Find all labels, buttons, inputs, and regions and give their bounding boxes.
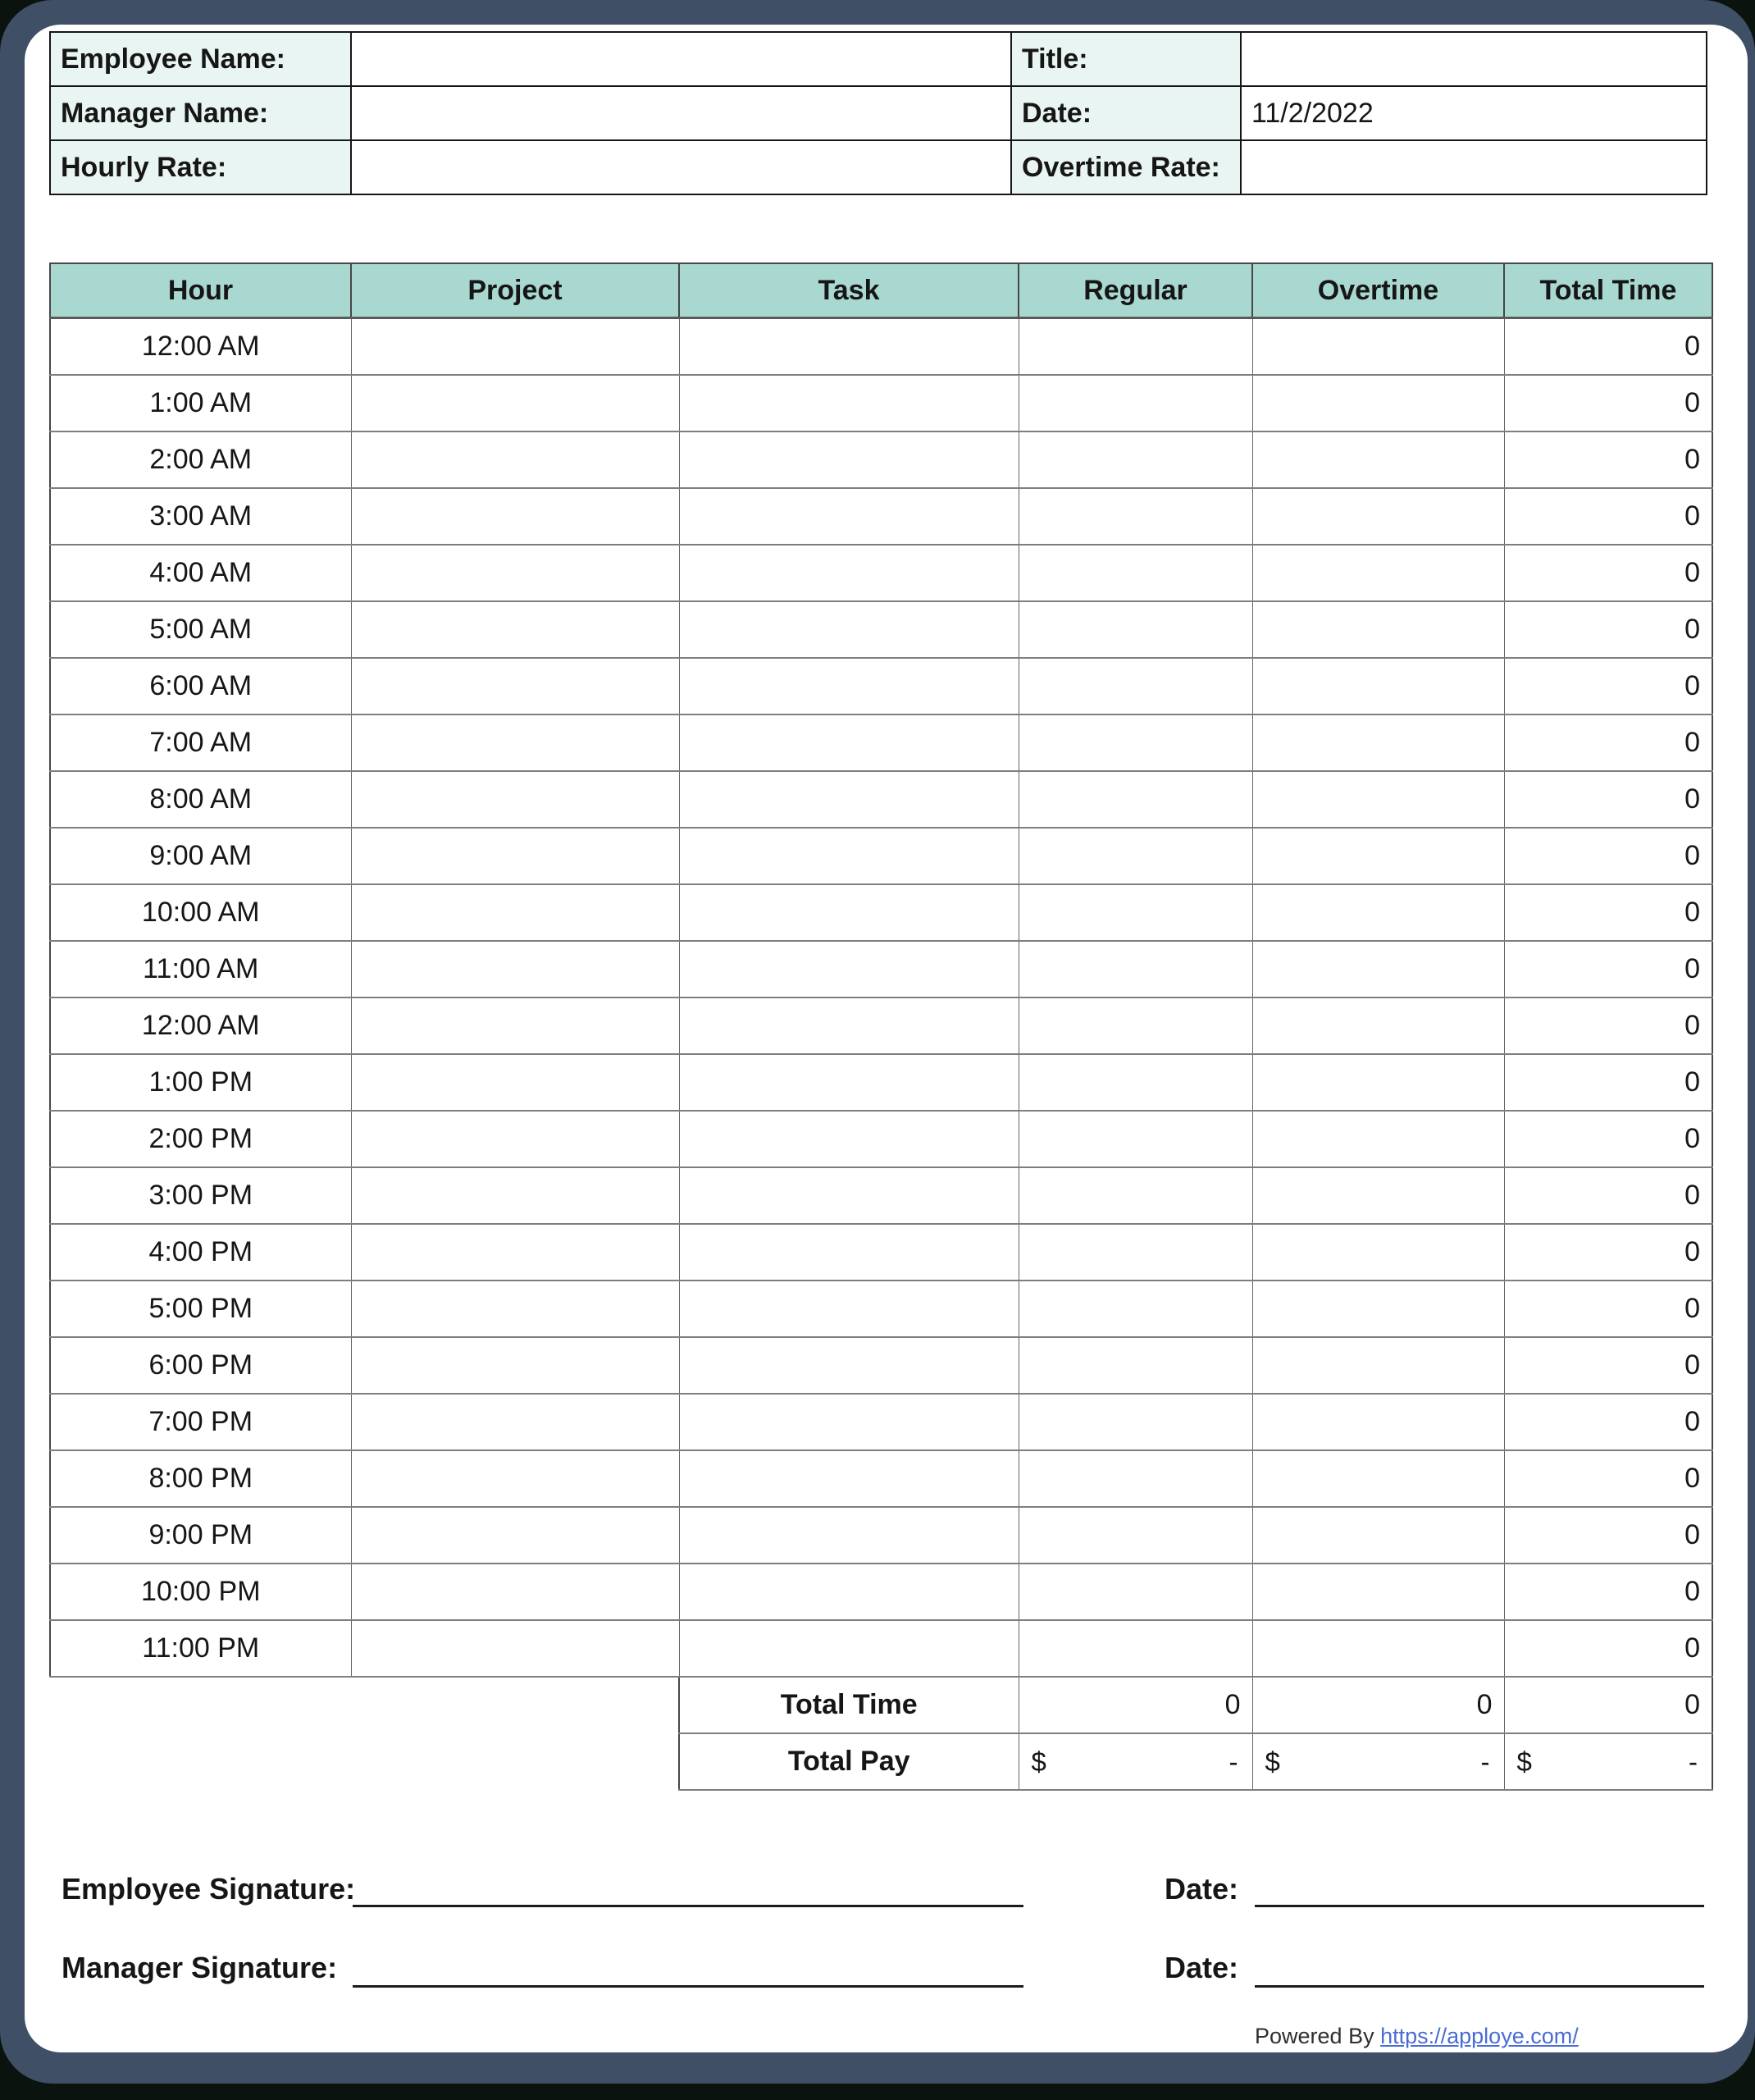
task-cell[interactable] — [679, 1281, 1019, 1337]
project-cell[interactable] — [351, 1167, 679, 1224]
project-cell[interactable] — [351, 1337, 679, 1394]
regular-cell[interactable] — [1019, 1224, 1252, 1281]
hour-cell: 4:00 PM — [50, 1224, 351, 1281]
regular-cell[interactable] — [1019, 658, 1252, 714]
regular-cell[interactable] — [1019, 998, 1252, 1054]
hour-row — [50, 998, 1712, 1054]
hour-row — [50, 488, 1712, 545]
total-time-cell: 0 — [1504, 1111, 1712, 1167]
overtime-cell[interactable] — [1252, 1564, 1504, 1620]
task-cell[interactable] — [679, 998, 1019, 1054]
overtime-cell[interactable] — [1252, 1507, 1504, 1564]
timesheet-page — [25, 25, 1748, 2052]
total-time-cell: 0 — [1504, 1564, 1712, 1620]
employee-signature-line[interactable] — [353, 1905, 1023, 1907]
task-cell[interactable] — [679, 431, 1019, 488]
total-time-cell: 0 — [1504, 941, 1712, 998]
total-time-cell: 0 — [1504, 1167, 1712, 1224]
task-cell[interactable] — [679, 884, 1019, 941]
col-header-task: Task — [679, 263, 1019, 318]
hour-row — [50, 1224, 1712, 1281]
hour-cell: 5:00 AM — [50, 601, 351, 658]
spacer-cell — [50, 1677, 351, 1733]
regular-cell[interactable] — [1019, 1507, 1252, 1564]
hour-row — [50, 828, 1712, 884]
hour-row — [50, 1111, 1712, 1167]
hour-row — [50, 601, 1712, 658]
total-time-cell: 0 — [1504, 714, 1712, 771]
timesheet-table — [49, 262, 1713, 1791]
task-cell[interactable] — [679, 1054, 1019, 1111]
project-cell[interactable] — [351, 545, 679, 601]
footer — [1255, 2024, 1579, 2049]
overtime-cell[interactable] — [1252, 771, 1504, 828]
total-time-cell: 0 — [1504, 601, 1712, 658]
overtime-cell[interactable] — [1252, 488, 1504, 545]
task-cell[interactable] — [679, 1167, 1019, 1224]
task-cell[interactable] — [679, 318, 1019, 376]
total-time-cell: 0 — [1504, 488, 1712, 545]
regular-cell[interactable] — [1019, 601, 1252, 658]
project-cell[interactable] — [351, 1394, 679, 1450]
overtime-cell[interactable] — [1252, 375, 1504, 431]
regular-cell[interactable] — [1019, 941, 1252, 998]
overtime-cell[interactable] — [1252, 545, 1504, 601]
empty-amount: - — [1228, 1746, 1238, 1777]
total-pay-row-label: Total Pay — [679, 1733, 1019, 1790]
hour-cell: 9:00 AM — [50, 828, 351, 884]
task-cell[interactable] — [679, 1564, 1019, 1620]
hour-cell: 1:00 AM — [50, 375, 351, 431]
project-cell[interactable] — [351, 1564, 679, 1620]
regular-cell[interactable] — [1019, 771, 1252, 828]
hour-row — [50, 771, 1712, 828]
task-cell[interactable] — [679, 1337, 1019, 1394]
empty-amount: - — [1480, 1746, 1490, 1777]
hour-row — [50, 318, 1712, 376]
hour-cell: 3:00 AM — [50, 488, 351, 545]
overtime-cell[interactable] — [1252, 658, 1504, 714]
date-field[interactable]: 11/2/2022 — [1241, 86, 1707, 140]
overtime-cell[interactable] — [1252, 1620, 1504, 1677]
powered-by-text: Powered By — [1255, 2024, 1374, 2048]
total-pay-overtime — [1252, 1733, 1504, 1790]
overtime-cell[interactable] — [1252, 998, 1504, 1054]
total-time-cell: 0 — [1504, 1620, 1712, 1677]
project-cell[interactable] — [351, 1111, 679, 1167]
hour-cell: 8:00 PM — [50, 1450, 351, 1507]
hour-row — [50, 431, 1712, 488]
total-time-overtime: 0 — [1252, 1677, 1504, 1733]
hour-cell: 9:00 PM — [50, 1507, 351, 1564]
regular-cell[interactable] — [1019, 1337, 1252, 1394]
task-cell[interactable] — [679, 1450, 1019, 1507]
hour-row — [50, 1337, 1712, 1394]
project-cell[interactable] — [351, 1507, 679, 1564]
total-time-overall: 0 — [1504, 1677, 1712, 1733]
regular-cell[interactable] — [1019, 488, 1252, 545]
regular-cell[interactable] — [1019, 1167, 1252, 1224]
spacer-cell — [351, 1733, 679, 1790]
total-time-cell: 0 — [1504, 1394, 1712, 1450]
task-cell[interactable] — [679, 1507, 1019, 1564]
hour-row — [50, 941, 1712, 998]
task-cell[interactable] — [679, 1394, 1019, 1450]
regular-cell[interactable] — [1019, 884, 1252, 941]
regular-cell[interactable] — [1019, 1620, 1252, 1677]
hour-row — [50, 1507, 1712, 1564]
task-cell[interactable] — [679, 1224, 1019, 1281]
total-time-cell: 0 — [1504, 375, 1712, 431]
hour-row — [50, 1620, 1712, 1677]
project-cell[interactable] — [351, 1620, 679, 1677]
regular-cell[interactable] — [1019, 545, 1252, 601]
regular-cell[interactable] — [1019, 1054, 1252, 1111]
hour-cell: 12:00 AM — [50, 998, 351, 1054]
currency-symbol: $ — [1265, 1746, 1280, 1777]
project-cell[interactable] — [351, 1281, 679, 1337]
hour-row — [50, 1054, 1712, 1111]
regular-cell[interactable] — [1019, 431, 1252, 488]
info-row — [50, 32, 1707, 86]
project-cell[interactable] — [351, 884, 679, 941]
hour-cell: 2:00 AM — [50, 431, 351, 488]
regular-cell[interactable] — [1019, 1111, 1252, 1167]
hourly-rate-field[interactable] — [351, 140, 1011, 194]
hourly-rate-label: Hourly Rate: — [50, 140, 351, 194]
total-time-cell: 0 — [1504, 884, 1712, 941]
manager-signature-line[interactable] — [353, 1985, 1023, 1988]
info-table — [49, 31, 1707, 195]
manager-date-line[interactable] — [1255, 1985, 1704, 1988]
manager-date-label: Date: — [1165, 1951, 1239, 1984]
total-time-row-label: Total Time — [679, 1677, 1019, 1733]
project-cell[interactable] — [351, 431, 679, 488]
overtime-cell[interactable] — [1252, 1394, 1504, 1450]
currency-symbol: $ — [1031, 1746, 1046, 1777]
manager-signature-label: Manager Signature: — [62, 1951, 338, 1984]
task-cell[interactable] — [679, 771, 1019, 828]
total-time-cell: 0 — [1504, 1054, 1712, 1111]
total-time-cell: 0 — [1504, 1450, 1712, 1507]
regular-cell[interactable] — [1019, 1394, 1252, 1450]
regular-cell[interactable] — [1019, 828, 1252, 884]
total-pay-regular — [1019, 1733, 1252, 1790]
col-header-total-time: Total Time — [1504, 263, 1712, 318]
total-time-cell: 0 — [1504, 1281, 1712, 1337]
col-header-hour: Hour — [50, 263, 351, 318]
manager-name-field[interactable] — [351, 86, 1011, 140]
overtime-cell[interactable] — [1252, 1450, 1504, 1507]
title-label: Title: — [1011, 32, 1241, 86]
regular-cell[interactable] — [1019, 375, 1252, 431]
overtime-rate-label: Overtime Rate: — [1011, 140, 1241, 194]
overtime-cell[interactable] — [1252, 1054, 1504, 1111]
hour-rows — [50, 318, 1712, 1678]
empty-amount: - — [1689, 1746, 1698, 1777]
hour-cell: 5:00 PM — [50, 1281, 351, 1337]
total-time-cell: 0 — [1504, 318, 1712, 376]
project-cell[interactable] — [351, 1224, 679, 1281]
overtime-cell[interactable] — [1252, 828, 1504, 884]
spacer-cell — [351, 1677, 679, 1733]
employee-name-field[interactable] — [351, 32, 1011, 86]
employee-signature-label: Employee Signature: — [62, 1872, 356, 1906]
hour-row — [50, 375, 1712, 431]
col-header-project: Project — [351, 263, 679, 318]
hour-cell: 4:00 AM — [50, 545, 351, 601]
hour-row — [50, 714, 1712, 771]
overtime-cell[interactable] — [1252, 1337, 1504, 1394]
project-cell[interactable] — [351, 318, 679, 376]
hour-cell: 3:00 PM — [50, 1167, 351, 1224]
project-cell[interactable] — [351, 375, 679, 431]
employee-name-label: Employee Name: — [50, 32, 351, 86]
hour-cell: 6:00 AM — [50, 658, 351, 714]
project-cell[interactable] — [351, 1450, 679, 1507]
hour-cell: 6:00 PM — [50, 1337, 351, 1394]
hour-cell: 7:00 PM — [50, 1394, 351, 1450]
hour-cell: 7:00 AM — [50, 714, 351, 771]
total-time-cell: 0 — [1504, 1337, 1712, 1394]
total-pay-row — [50, 1733, 1712, 1790]
info-row — [50, 86, 1707, 140]
total-time-regular: 0 — [1019, 1677, 1252, 1733]
overtime-cell[interactable] — [1252, 1111, 1504, 1167]
manager-name-label: Manager Name: — [50, 86, 351, 140]
task-cell[interactable] — [679, 375, 1019, 431]
project-cell[interactable] — [351, 828, 679, 884]
project-cell[interactable] — [351, 488, 679, 545]
project-cell[interactable] — [351, 714, 679, 771]
hour-row — [50, 658, 1712, 714]
hour-cell: 12:00 AM — [50, 318, 351, 376]
hour-row — [50, 1564, 1712, 1620]
total-time-cell: 0 — [1504, 658, 1712, 714]
regular-cell[interactable] — [1019, 1564, 1252, 1620]
overtime-cell[interactable] — [1252, 1167, 1504, 1224]
task-cell[interactable] — [679, 601, 1019, 658]
overtime-rate-field[interactable] — [1241, 140, 1707, 194]
project-cell[interactable] — [351, 771, 679, 828]
regular-cell[interactable] — [1019, 714, 1252, 771]
overtime-cell[interactable] — [1252, 941, 1504, 998]
project-cell[interactable] — [351, 941, 679, 998]
col-header-overtime: Overtime — [1252, 263, 1504, 318]
total-time-cell: 0 — [1504, 998, 1712, 1054]
date-label: Date: — [1011, 86, 1241, 140]
title-field[interactable] — [1241, 32, 1707, 86]
overtime-cell[interactable] — [1252, 714, 1504, 771]
employee-date-label: Date: — [1165, 1872, 1239, 1906]
hour-cell: 8:00 AM — [50, 771, 351, 828]
overtime-cell[interactable] — [1252, 1281, 1504, 1337]
project-cell[interactable] — [351, 601, 679, 658]
task-cell[interactable] — [679, 1620, 1019, 1677]
hour-cell: 11:00 PM — [50, 1620, 351, 1677]
regular-cell[interactable] — [1019, 1281, 1252, 1337]
task-cell[interactable] — [679, 658, 1019, 714]
total-time-cell: 0 — [1504, 545, 1712, 601]
overtime-cell[interactable] — [1252, 318, 1504, 376]
overtime-cell[interactable] — [1252, 601, 1504, 658]
hour-cell: 10:00 AM — [50, 884, 351, 941]
hour-row — [50, 1167, 1712, 1224]
overtime-cell[interactable] — [1252, 431, 1504, 488]
total-time-cell: 0 — [1504, 828, 1712, 884]
hour-cell: 2:00 PM — [50, 1111, 351, 1167]
hour-row — [50, 1394, 1712, 1450]
overtime-cell[interactable] — [1252, 884, 1504, 941]
task-cell[interactable] — [679, 545, 1019, 601]
hour-row — [50, 545, 1712, 601]
total-time-cell: 0 — [1504, 1507, 1712, 1564]
total-pay-overall — [1504, 1733, 1712, 1790]
total-time-cell: 0 — [1504, 771, 1712, 828]
info-row — [50, 140, 1707, 194]
hour-row — [50, 884, 1712, 941]
overtime-cell[interactable] — [1252, 1224, 1504, 1281]
apploye-link[interactable]: https://apploye.com/ — [1380, 2024, 1579, 2048]
total-time-row — [50, 1677, 1712, 1733]
total-time-cell: 0 — [1504, 431, 1712, 488]
project-cell[interactable] — [351, 658, 679, 714]
hour-cell: 1:00 PM — [50, 1054, 351, 1111]
header-row — [50, 263, 1712, 318]
project-cell[interactable] — [351, 1054, 679, 1111]
hour-row — [50, 1281, 1712, 1337]
col-header-regular: Regular — [1019, 263, 1252, 318]
project-cell[interactable] — [351, 998, 679, 1054]
total-time-cell: 0 — [1504, 1224, 1712, 1281]
hour-row — [50, 1450, 1712, 1507]
hour-cell: 10:00 PM — [50, 1564, 351, 1620]
task-cell[interactable] — [679, 1111, 1019, 1167]
hour-cell: 11:00 AM — [50, 941, 351, 998]
task-cell[interactable] — [679, 488, 1019, 545]
spacer-cell — [50, 1733, 351, 1790]
employee-date-line[interactable] — [1255, 1905, 1704, 1907]
regular-cell[interactable] — [1019, 1450, 1252, 1507]
task-cell[interactable] — [679, 714, 1019, 771]
task-cell[interactable] — [679, 828, 1019, 884]
currency-symbol: $ — [1516, 1746, 1532, 1777]
regular-cell[interactable] — [1019, 318, 1252, 376]
task-cell[interactable] — [679, 941, 1019, 998]
